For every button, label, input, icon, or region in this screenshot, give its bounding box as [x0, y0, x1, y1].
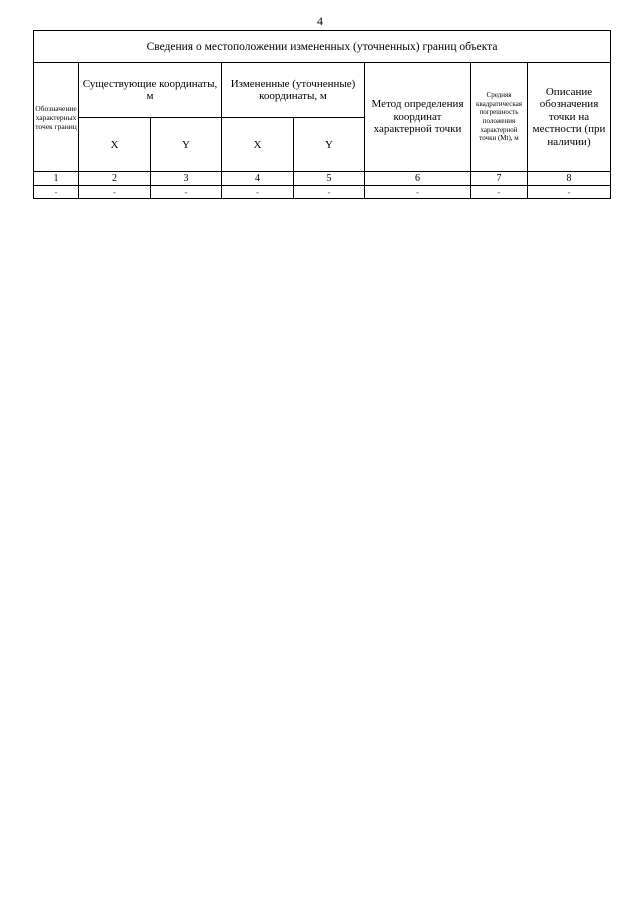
header-changed-x: X: [222, 118, 294, 172]
column-number: 4: [222, 172, 294, 186]
boundary-coordinates-table: [33, 30, 611, 199]
table-cell: -: [294, 186, 365, 199]
header-changed-y: Y: [294, 118, 365, 172]
header-method: Метод определения координат характерной точки: [365, 63, 471, 172]
table-cell: -: [471, 186, 528, 199]
table-title: Сведения о местоположении измененных (уточненных) границ объекта: [34, 31, 611, 63]
table-cell: -: [365, 186, 471, 199]
header-changed-coordinates: Измененные (уточненные) координаты, м: [222, 63, 365, 118]
header-point-designation: Обозначение характерных точек границ: [34, 63, 79, 172]
header-existing-x: X: [79, 118, 151, 172]
column-number-row: [34, 172, 611, 186]
column-number: 1: [34, 172, 79, 186]
table-cell: -: [34, 186, 79, 199]
header-existing-coordinates: Существующие координаты, м: [79, 63, 222, 118]
column-number: 2: [79, 172, 151, 186]
column-number: 5: [294, 172, 365, 186]
table-cell: -: [222, 186, 294, 199]
page-number: 4: [317, 14, 323, 28]
table-cell: -: [151, 186, 222, 199]
column-number: 3: [151, 172, 222, 186]
header-existing-y: Y: [151, 118, 222, 172]
column-number: 8: [528, 172, 611, 186]
table-cell: -: [528, 186, 611, 199]
table-cell: -: [79, 186, 151, 199]
column-number: 7: [471, 172, 528, 186]
header-mean-square-error: Средняя квадратическая погрешность положения характерной точки (Mt), м: [471, 63, 528, 172]
header-point-description: Описание обозначения точки на местности (при наличии): [528, 63, 611, 172]
column-number: 6: [365, 172, 471, 186]
table-row: [34, 186, 611, 199]
